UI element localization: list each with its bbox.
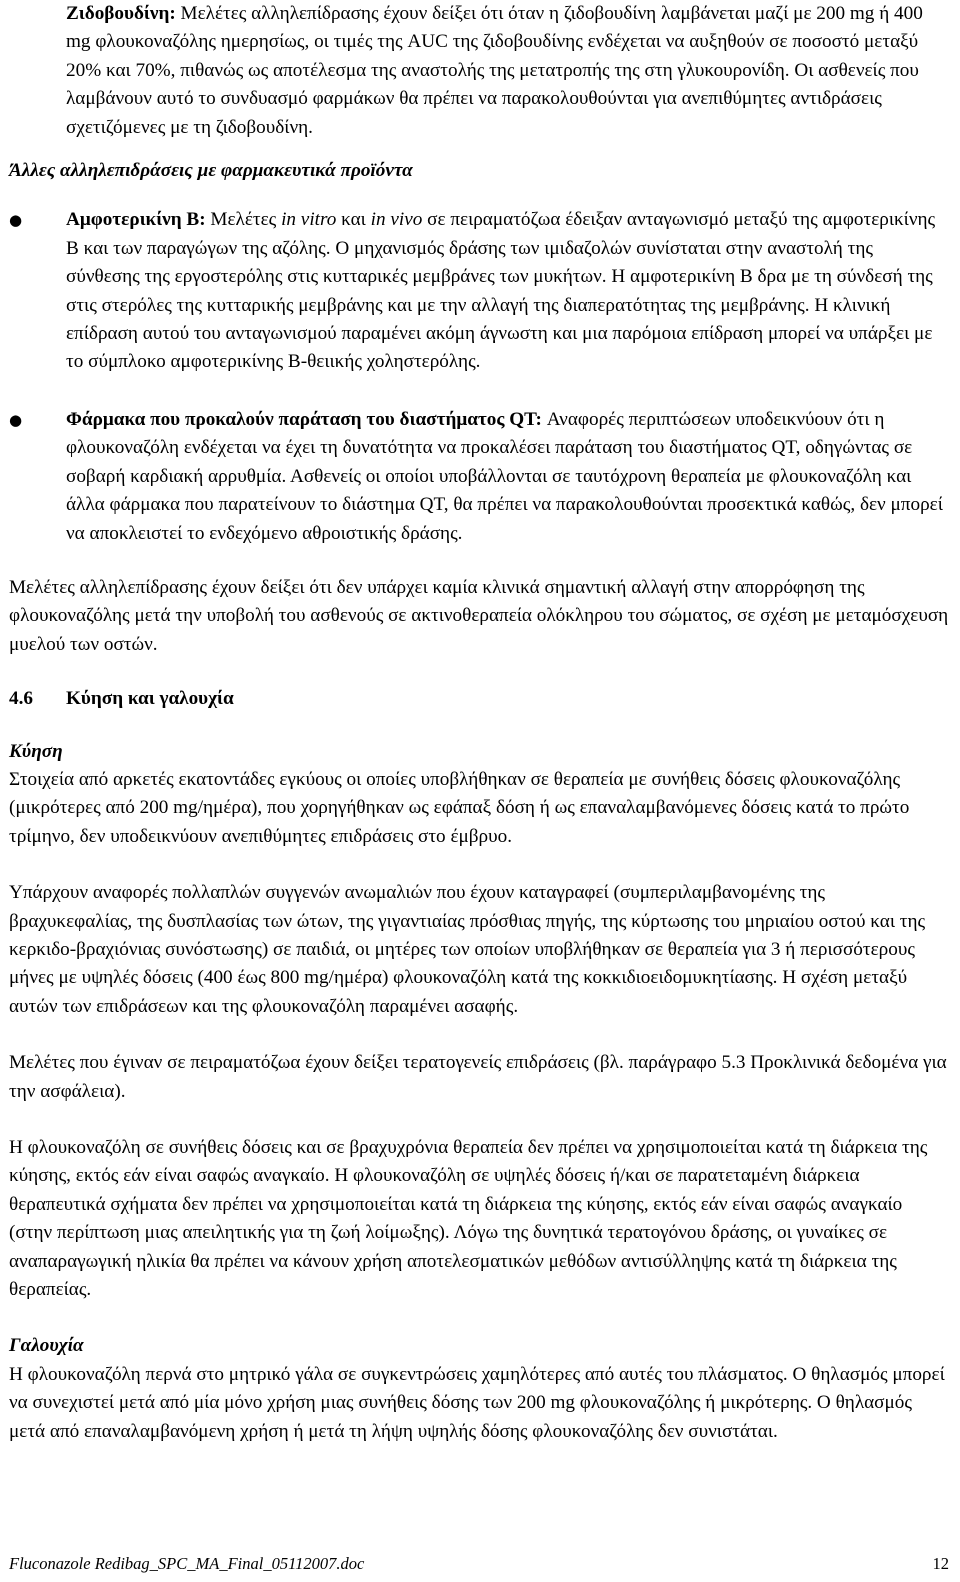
pregnancy-paragraph-2: Υπάρχουν αναφορές πολλαπλών συγγενών ανωμαλιών που έχουν καταγραφεί (συμπεριλαμβανομένης της βραχυκεφαλίας, της δυσπλασίας των ώτων, της γιγαντιαίας πρόσθιας πηγής, της κύρτωσης του μηριαίου οστού και της κερκιδο-βραχιόνιας συνόστωσης) σε παιδιά, οι μητέρες των οποίων υποβλήθηκαν σε θεραπεία για 3 ή περισσότερους μήνες με υψηλές δόσεις (400 έως 800 mg/ημέρα) φλουκοναζόλη κατά της κοκκιδιοειδομυκητίασης. Η σχέση μεταξύ αυτών των επιδράσεων και της φλουκοναζόλη παραμένει ασαφής.: [9, 882, 926, 1017]
pregnancy-heading: Κύηση: [9, 740, 63, 762]
amphotericin-text: σε πειραματόζωα έδειξαν ανταγωνισμό μεταξύ της αμφοτερικίνης Β και των παραγώγων της αζόλης. Ο μηχανισμός δράσης των ιμιδαζολών συνίσταται στην αναστολή της σύνθεσης της εργοστερόλης στις κυτταρικές μεμβράνες των μυκήτων. Η αμφοτερικίνη Β δρα με τη σύνδεσή της στις στερόλες της κυτταρικής μεμβράνης και με την αλλαγή της διαπερατότητας της μεμβράνης. Η κλινική επίδραση αυτού του ανταγωνισμού παραμένει ακόμη άγνωστη και μια παρόμοια επίδραση μπορεί να υπάρξει με το σύμπλοκο αμφοτερικίνης Β-θειικής χοληστερόλης.: [66, 209, 936, 373]
document-body: [9, 0, 949, 1446]
other-interactions-heading: Άλλες αλληλεπιδράσεις με φαρμακευτικά προϊόντα: [9, 160, 413, 182]
amphotericin-term: Αμφοτερικίνη Β:: [66, 209, 206, 231]
section-title: Κύηση και γαλουχία: [66, 688, 234, 710]
section-number: 4.6: [9, 688, 33, 710]
qt-text: Αναφορές περιπτώσεων υποδεικνύουν ότι η φλουκοναζόλη ενδέχεται να έχει τη δυνατότητα να προκαλέσει παράταση του διαστήματος QT, οδηγώντας σε σοβαρή καρδιακή αρρυθμία. Ασθενείς οι οποίοι υποβάλλονται σε ταυτόχρονη θεραπεία με φλουκοναζόλη και άλλα φάρμακα που παρατείνουν το διάστημα QT, θα πρέπει να παρακολουθούνται προσεκτικά καθώς, δεν μπορεί να αποκλειστεί το ενδεχόμενο αθροιστικής δράσης.: [66, 408, 943, 544]
lactation-heading: Γαλουχία: [9, 1335, 84, 1357]
footer-filename: Fluconazole Redibag_SPC_MA_Final_05112007.doc: [9, 1554, 365, 1573]
zidovudine-term: Ζιδοβουδίνη:: [66, 3, 176, 24]
page-number: 12: [932, 1554, 949, 1573]
bullet-icon: ●: [9, 211, 23, 230]
radiotherapy-paragraph: Μελέτες αλληλεπίδρασης έχουν δείξει ότι δεν υπάρχει καμία κλινικά σημαντική αλλαγή στην απορρόφηση της φλουκοναζόλης μετά την υποβολή του ασθενούς σε ακτινοθεραπεία ολόκληρου του σώματος, σε σχέση με μεταμόσχευση μυελού των οστών.: [9, 576, 949, 655]
zidovudine-paragraph: [66, 0, 949, 142]
lactation-paragraph: Η φλουκοναζόλη περνά στο μητρικό γάλα σε συγκεντρώσεις χαμηλότερες από αυτές του πλάσματος. Ο θηλασμός μπορεί να συνεχιστεί μετά από μία μόνο χρήση μιας συνήθεις δόσης των 200 mg φλουκοναζόλης ή μικρότερης. Ο θηλασμός μετά από επαναλαμβανόμενη χρήση ή μετά τη λήψη υψηλής δόσης φλουκοναζόλης δεν συνιστάται.: [9, 1363, 945, 1442]
qt-term: Φάρμακα που προκαλούν παράταση του διαστήματος QT:: [66, 408, 542, 430]
section-heading: [9, 685, 949, 713]
page-footer: [9, 1554, 949, 1574]
bullet-amphotericin: [9, 206, 949, 376]
pregnancy-paragraph-3: Μελέτες που έγιναν σε πειραματόζωα έχουν δείξει τερατογενείς επιδράσεις (βλ. παράγραφο 5.3 Προκλινικά δεδομένα για την ασφάλεια).: [9, 1052, 947, 1102]
zidovudine-text: Μελέτες αλληλεπίδρασης έχουν δείξει ότι όταν η ζιδοβουδίνη λαμβάνεται μαζί με 200 mg ή 400 mg φλουκοναζόλης ημερησίως, οι τιμές της AUC της ζιδοβουδίνης ενδέχεται να αυξηθούν σε ποσοστό μεταξύ 20% και 70%, πιθανώς ως αποτέλεσμα της αναστολής της μετατροπής της στη γλυκουρονίδη. Οι ασθενείς που λαμβάνουν αυτό το συνδυασμό φαρμάκων θα πρέπει να παρακολουθούνται για ανεπιθύμητες αντιδράσεις σχετιζόμενες με τη ζιδοβουδίνη.: [66, 3, 923, 138]
bullet-qt-drugs: [9, 406, 949, 548]
amphotericin-paragraph: Αμφοτερικίνη Β: Μελέτες in vitro και in vivo σε πειραματόζωα έδειξαν ανταγωνισμό μεταξύ της αμφοτερικίνης Β και των παραγώγων της αζόλης. Ο μηχανισμός δράσης των ιμιδαζολών συνίσταται στην αναστολή της σύνθεσης της εργοστερόλης στις κυτταρικές μεμβράνες των μυκήτων. Η αμφοτερικίνη Β δρα με τη σύνδεσή της στις στερόλες της κυτταρικής μεμβράνης και με την αλλαγή της διαπερατότητας της μεμβράνης. Η κλινική επίδραση αυτού του ανταγωνισμού παραμένει ακόμη άγνωστη και μια παρόμοια επίδραση μπορεί να υπάρξει με το σύμπλοκο αμφοτερικίνης Β-θειικής χοληστερόλης.: [66, 209, 936, 373]
pregnancy-paragraph-1: Στοιχεία από αρκετές εκατοντάδες εγκύους οι οποίες υποβλήθηκαν σε θεραπεία με συνήθεις δόσεις φλουκοναζόλης (μικρότερες από 200 mg/ημέρα), που χορηγήθηκαν ως εφάπαξ δόση ή ως επαναλαμβανόμενες δόσεις κατά το πρώτο τρίμηνο, δεν υποδεικνύουν ανεπιθύμητες επιδράσεις στο έμβρυο.: [9, 768, 910, 847]
bullet-icon: ●: [9, 410, 23, 429]
pregnancy-paragraph-4: Η φλουκοναζόλη σε συνήθεις δόσεις και σε βραχυχρόνια θεραπεία δεν πρέπει να χρησιμοποιείται κατά τη διάρκεια της κύησης, εκτός εάν είναι σαφώς αναγκαίο. Η φλουκοναζόλη σε υψηλές δόσεις ή/και σε παρατεταμένη διάρκεια θεραπευτικά σχήματα δεν πρέπει να χρησιμοποιείται κατά τη διάρκεια της κύησης, εκτός εάν είναι σαφώς αναγκαίο (στην περίπτωση μιας απειλητικής για τη ζωή λοίμωξης). Λόγω της δυνητικά τερατογόνου δράσης, οι γυναίκες σε αναπαραγωγική ηλικία θα πρέπει να κάνουν χρήση αποτελεσματικών μεθόδων αντισύλληψης κατά τη διάρκεια της θεραπείας.: [9, 1137, 928, 1301]
qt-paragraph: [66, 406, 949, 548]
